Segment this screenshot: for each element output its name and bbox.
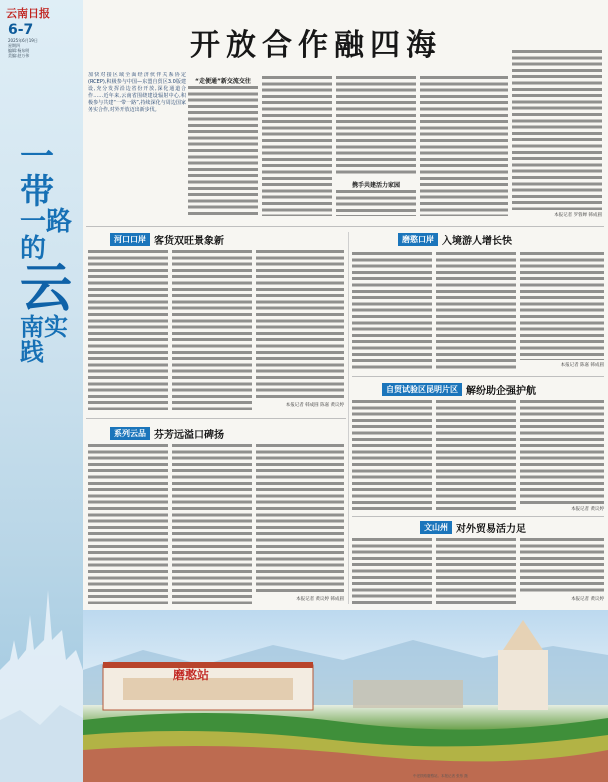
article-col-5 — [512, 50, 602, 210]
vtitle-line-2: 一路的 — [20, 207, 73, 264]
masthead-logo: 云南日报 — [6, 7, 50, 20]
section-hekou-head — [110, 232, 224, 246]
hekou-byline: 本报记者 韩成圆 陈嘉 黄议婷 — [285, 403, 344, 408]
article-col-1 — [188, 86, 258, 216]
kunming-col-2 — [436, 400, 516, 512]
meta-designer: 美编:赵万伟 — [8, 53, 30, 58]
article-col-2 — [262, 76, 332, 216]
meta-date: 2025年6月19日 — [8, 38, 38, 43]
vertical-feature-title — [20, 137, 80, 366]
hekou-col-1 — [88, 250, 168, 410]
vtitle-line-4: 南实践 — [20, 312, 68, 366]
divider-right-low — [352, 516, 604, 517]
vtitle-line-1: 一带 — [20, 137, 54, 212]
intro-paragraph: 加快对接区域全面经济伙伴关系协定(RCEP),积极参与中国—东盟自贸区3.0版建设,充分发挥沿边省份开放,深化通道合作……近年来,云南省围绕建设辐射中心,积极参与共建“一带一路”,持续深化与周边国家务实合作,对外开放迈出新步伐。 — [88, 72, 186, 113]
station-photo — [83, 610, 608, 782]
station-sign: 磨憨站 — [173, 668, 210, 682]
section-yunpin-tag: 系列云品 — [110, 427, 150, 440]
section-hekou-tag: 河口口岸 — [110, 233, 150, 246]
kunming-col-3 — [520, 400, 604, 504]
section-wenshan-title: 对外贸易活力足 — [456, 523, 526, 535]
mohan-byline: 本报记者 陈嘉 韩成圆 — [560, 363, 604, 368]
kunming-byline: 本报记者 黄议婷 — [571, 507, 604, 512]
column-divider — [348, 232, 349, 604]
kunming-col-1 — [352, 400, 432, 512]
yunpin-col-3 — [256, 444, 344, 594]
section-kunming-tag: 自贸试验区昆明片区 — [382, 383, 462, 396]
hekou-col-3 — [256, 250, 344, 400]
article-col-3 — [336, 76, 416, 176]
section-mohan-head — [398, 232, 512, 246]
divider-right-mid — [352, 376, 604, 377]
article-col-4 — [420, 76, 508, 216]
meta-editor: 编辑:杨东明 — [8, 48, 30, 53]
vtitle-line-3: 云 — [20, 258, 73, 320]
subhead-huoli-jiayuan: 携手共建活力家园 — [351, 182, 400, 189]
yunpin-col-1 — [88, 444, 168, 604]
section-wenshan-tag: 文山州 — [420, 521, 452, 534]
page-number: 6-7 — [8, 22, 34, 38]
section-yunpin-title: 芬芳远溢口碑扬 — [154, 429, 224, 441]
yunpin-byline: 本报记者 黄议婷 韩成圆 — [296, 597, 344, 602]
article-col-3b — [336, 190, 416, 216]
top-byline: 本报记者 罗蓉婵 韩成圆 — [554, 213, 602, 218]
city-silhouette-graphic — [0, 520, 83, 782]
section-yunpin-head — [110, 426, 224, 440]
mohan-col-1 — [352, 252, 432, 370]
divider-top — [86, 226, 604, 227]
mohan-col-2 — [436, 252, 516, 370]
section-kunming-head — [382, 382, 536, 396]
hekou-col-2 — [172, 250, 252, 410]
yunpin-col-2 — [172, 444, 252, 604]
section-mohan-tag: 磨憨口岸 — [398, 233, 438, 246]
wenshan-col-2 — [436, 538, 516, 604]
mohan-col-3 — [520, 252, 604, 360]
subhead-zoubiantong: “走便通”新交流交往 — [195, 78, 251, 85]
wenshan-col-1 — [352, 538, 432, 604]
wenshan-col-3 — [520, 538, 604, 594]
section-hekou-title: 客货双旺景象新 — [154, 235, 224, 247]
section-mohan-title: 入境游人增长快 — [442, 235, 512, 247]
page-headline: 开放合作融四海 — [190, 28, 442, 63]
wenshan-byline: 本报记者 黄议婷 — [571, 597, 604, 602]
section-kunming-title: 解纷助企强护航 — [466, 385, 536, 397]
photo-caption: 中老铁路磨憨站。本报记者 张彤 摄 — [413, 774, 468, 778]
station-photo-graphic — [83, 610, 608, 782]
meta-weekday: 星期四 — [8, 43, 20, 48]
section-wenshan-head — [420, 520, 526, 534]
divider-left-mid — [86, 418, 346, 419]
